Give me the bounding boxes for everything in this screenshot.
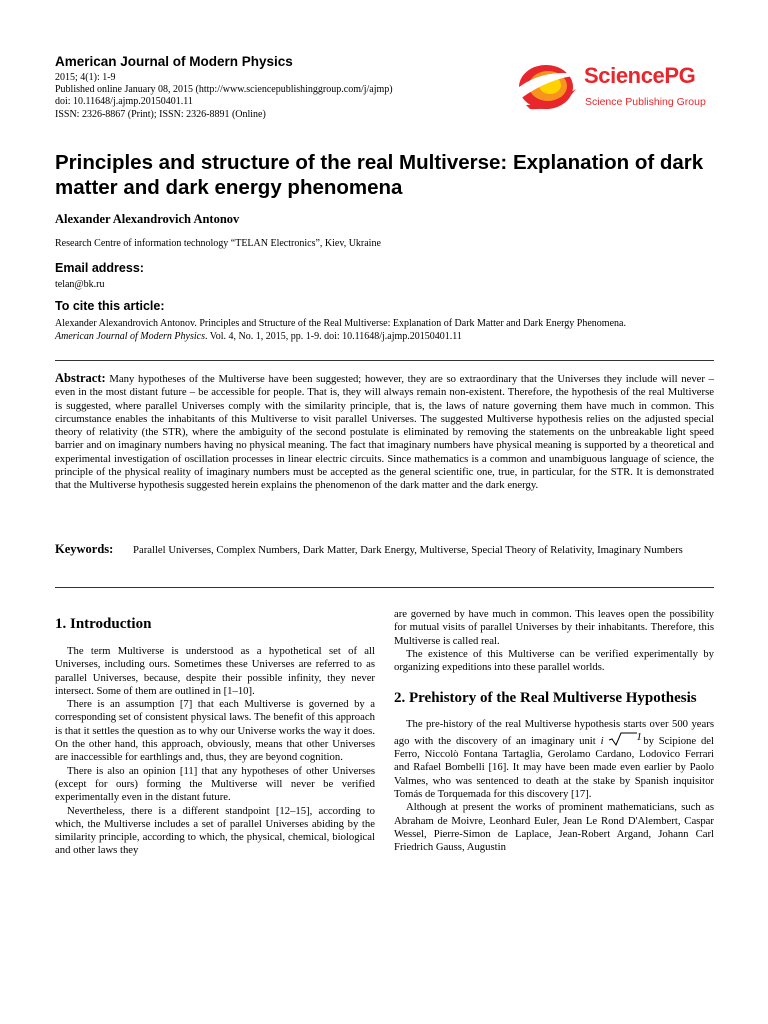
published-line: Published online January 08, 2015 (http://www.sciencepublishinggroup.com/j/ajmp) (55, 84, 393, 96)
formula-one: 1 (636, 730, 642, 743)
logo-brand-text: SciencePG (584, 63, 696, 88)
author-name: Alexander Alexandrovich Antonov (55, 212, 240, 226)
sciencepg-logo (512, 55, 712, 117)
citation-details: . Vol. 4, No. 1, 2015, pp. 1-9. doi: 10.11648/j.ajmp.20150401.11 (204, 331, 462, 342)
keywords-text: Parallel Universes, Complex Numbers, Dark Matter, Dark Energy, Multiverse, Special Theory of Relativity, Imaginary Numbers (133, 544, 683, 556)
citation-line-1: Alexander Alexandrovich Antonov. Principles and Structure of the Real Multiverse: Explanation of Dark Matter and Dark Energy Phenomena. (55, 318, 626, 329)
abstract-block (55, 372, 714, 493)
citation-journal: American Journal of Modern Physics (55, 331, 205, 342)
paragraph: are governed by have much in common. This leaves open the possibility for mutual visits of parallel Universes by their inhabitants. Therefore, this Multiverse is called real. (394, 608, 714, 647)
issn-line: ISSN: 2326-8867 (Print); ISSN: 2326-8891 (Online) (55, 108, 266, 120)
formula-i: i (600, 734, 604, 747)
paragraph-with-formula (394, 718, 714, 801)
paragraph: Although at present the works of prominent mathematicians, such as Abraham de Moivre, Leonhard Euler, Jean Le Rond D'Alembert, Caspar Wessel, Pierre-Simon de Laplace, Jean-Robert Argand, Johann Carl Friedrich Gauss, Augustin (394, 801, 714, 854)
author-affiliation: Research Centre of information technology “TELAN Electronics”, Kiev, Ukraine (55, 238, 381, 249)
left-column (55, 608, 375, 858)
paragraph: There is also an opinion [11] that any hypotheses of other Universes (except for ours) forming the Multiverse will never be verified experimentally even in the distant future. (55, 764, 375, 804)
divider-top (55, 360, 714, 361)
paragraph-text: by Scipione del Ferro, Niccolò Fontana Tartaglia, Gerolamo Cardano, Lodovico Ferrari and Rafael Bombelli [16]. It may have been made even earlier by Paolo Valmes, who was sentenced to death at the stake by Spanish inquisitor Tomás de Torquemada for this discovery [17]. (394, 734, 715, 800)
section-heading-prehistory: 2. Prehistory of the Real Multiverse Hypothesis (394, 690, 697, 707)
doi-line: doi: 10.11648/j.ajmp.20150401.11 (55, 96, 193, 108)
paragraph: The term Multiverse is understood as a hypothetical set of all Universes, including ours. Sometimes these Universes are referred to as parallel Universes, because, despite their possible infinity, they never intersect. Some of them are outlined in [1–10]. (55, 645, 375, 697)
sqrt-minus-one (608, 730, 642, 746)
paragraph: There is an assumption [7] that each Multiverse is governed by a corresponding set of consistent physical laws. The benefit of this approach is that it settles the question as to why our Universe works the way it does. On the other hand, this approach, obviously, means that other Universes are inaccessible for earthlings and, thus, they are beyond cognition. (55, 698, 375, 764)
right-column (394, 608, 714, 854)
paragraph-text: The pre-history of the real Multiverse hypothesis starts over 500 years ago with the discovery of an imaginary unit (394, 718, 714, 747)
email-label: Email address: (55, 261, 144, 275)
abstract-label: Abstract: (55, 371, 106, 385)
imaginary-unit-formula (600, 730, 642, 747)
section-heading-introduction: 1. Introduction (55, 616, 152, 632)
paragraph: Nevertheless, there is a different standpoint [12–15], according to which, the Multiverse includes a set of parallel Universes abiding by the similarity principle, according to which, the physical, chemical, biological and other laws they (55, 804, 375, 857)
email-address: telan@bk.ru (55, 279, 105, 290)
journal-name: American Journal of Modern Physics (55, 54, 293, 69)
publication-meta (55, 72, 393, 121)
divider-bottom (55, 587, 714, 588)
citation-line-2 (55, 331, 462, 342)
cite-label: To cite this article: (55, 299, 165, 313)
logo-subtitle: Science Publishing Group (585, 96, 706, 108)
volume-line: 2015; 4(1): 1-9 (55, 72, 116, 83)
abstract-text: Many hypotheses of the Multiverse have been suggested; however, they are so extraordinary that the Universes they include will never – even in the most distant future – be accessible for people. That is, they will always remain non-existent. Therefore, the hypothesis of the real Multiverse is suggested, where parallel Universes comply with the similarity principle, that is, the laws of nature governing them have much in common. This circumstance enables the inhabitants of this Multiverse to visit parallel Universes. The suggested Multiverse hypothesis relies on the adjusted special theory of relativity (the STR), where the ambiguity of the second postulate is eliminated by removing the statements on the unbreakable light speed barrier and on imaginary numbers having no physical meaning. The fact that imaginary numbers have physical meaning is supported by a theoretical and experimental investigation of oscillation processes in linear electric circuits. Since mathematics is a common and unambiguous language of science, the principle of the physical reality of imaginary numbers must be accepted as the general scientific one, true, in particular, for the STR. It is demonstrated that the Multiverse hypothesis suggested herein explains the phenomenon of the dark matter and the dark energy. (55, 373, 714, 492)
keywords-label: Keywords: (55, 542, 114, 556)
article-title: Principles and structure of the real Multiverse: Explanation of dark matter and dark energy phenomena (55, 151, 704, 199)
swirl-logo-icon (512, 55, 584, 117)
paragraph: The existence of this Multiverse can be verified experimentally by organizing expeditions into these parallel worlds. (394, 647, 714, 674)
